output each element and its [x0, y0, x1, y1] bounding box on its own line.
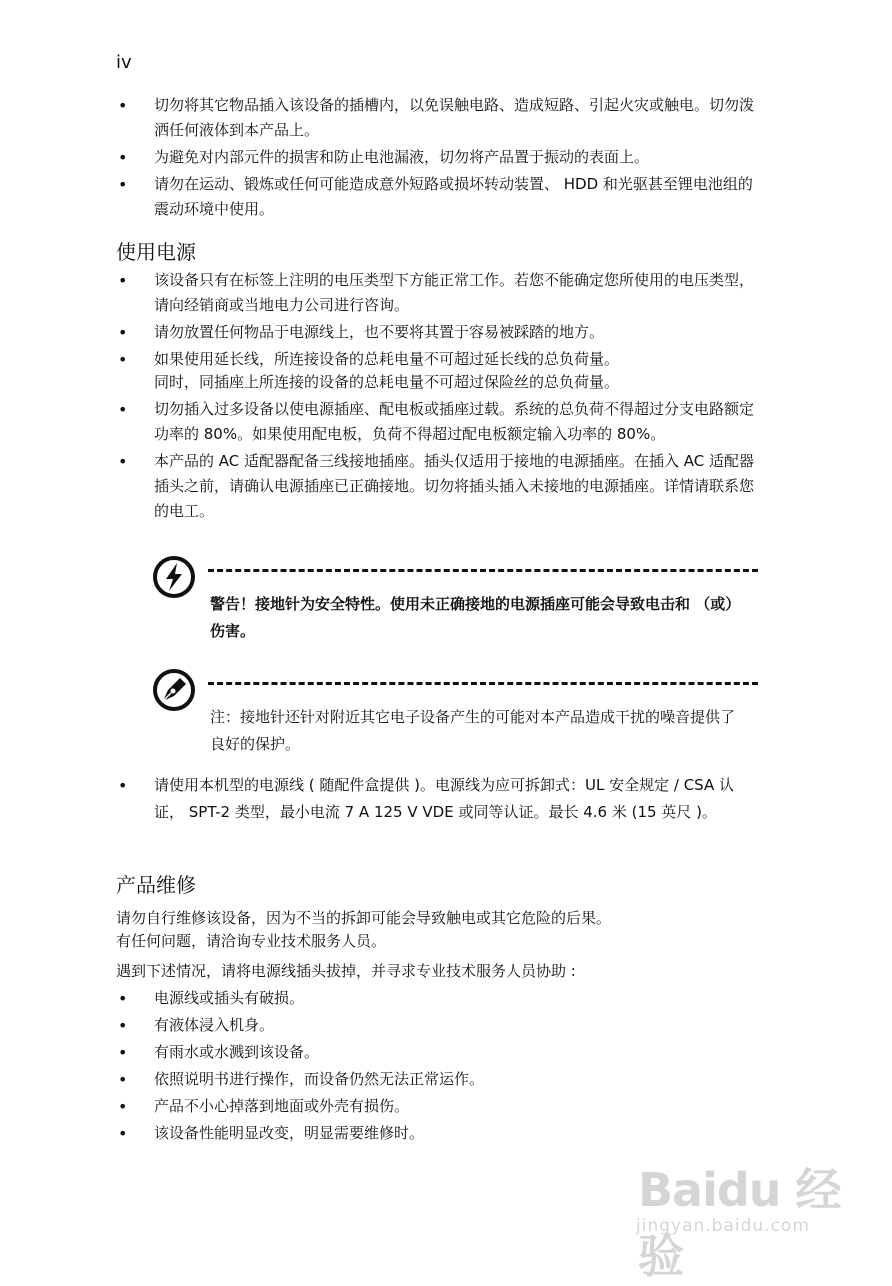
list-item: • 该设备只有在标签上注明的电压类型下方能正常工作。若您不能确定您所使用的电压类型，请向经销商或当地电力公司进行咨询。 — [116, 268, 756, 318]
list-item: • 如果使用延长线，所连接设备的总耗电量不可超过延长线的总负荷量。 — [116, 347, 756, 372]
watermark-url: jingyan.baidu.com — [636, 1216, 810, 1236]
section-heading-service: 产品维修 — [116, 873, 196, 897]
warning-callout — [152, 555, 758, 645]
service-paragraph: 请勿自行维修该设备，因为不当的拆卸可能会导致触电或其它危险的后果。 — [116, 909, 612, 927]
service-paragraph: 有任何问题，请洽询专业技术服务人员。 — [116, 932, 387, 950]
note-text: 注：接地针还针对附近其它电子设备产生的可能对本产品造成干扰的噪音提供了良好的保护。 — [210, 708, 736, 753]
list-item: • 有液体浸入机身。 — [116, 1013, 756, 1038]
service-paragraph: 遇到下述情况，请将电源线插头拔掉，并寻求专业技术服务人员协助 : — [116, 962, 576, 980]
section-heading-power: 使用电源 — [116, 240, 196, 264]
list-item: • 切勿插入过多设备以使电源插座、配电板或插座过载。系统的总负荷不得超过分支电路额定功率的 80%。如果使用配电板，负荷不得超过配电板额定输入功率的 80%。 — [116, 397, 756, 447]
list-item: • 切勿将其它物品插入该设备的插槽内，以免误触电路、造成短路、引起火灾或触电。切勿泼洒任何液体到本产品上。 — [116, 93, 756, 143]
list-item: • 产品不小心掉落到地面或外壳有损伤。 — [116, 1094, 756, 1119]
list-continuation: 同时，同插座上所连接的设备的总耗电量不可超过保险丝的总负荷量。 — [154, 373, 620, 391]
list-item: • 请勿在运动、锻炼或任何可能造成意外短路或损坏转动装置、 HDD 和光驱甚至锂电池组的震动环境中使用。 — [116, 172, 756, 222]
note-pen-icon — [152, 668, 196, 712]
list-item: • 依照说明书进行操作，而设备仍然无法正常运作。 — [116, 1067, 756, 1092]
note-callout — [152, 668, 758, 758]
page-number: iv — [116, 52, 132, 73]
watermark-logo: Baidu 经验 — [638, 1163, 841, 1283]
list-item: • 电源线或插头有破损。 — [116, 986, 756, 1011]
power-cord-list — [116, 772, 756, 828]
divider — [208, 682, 758, 685]
list-item: • 有雨水或水溅到该设备。 — [116, 1040, 756, 1065]
divider — [208, 569, 758, 572]
warning-text: 警告！接地针为安全特性。使用未正确接地的电源插座可能会导致电击和 （或）伤害。 — [210, 595, 733, 640]
list-item: • 本产品的 AC 适配器配备三线接地插座。插头仅适用于接地的电源插座。在插入 AC 适配器插头之前，请确认电源插座已正确接地。切勿将插头插入未接地的电源插座。详情请联系您的电工。 — [116, 449, 756, 524]
list-item: • 该设备性能明显改变，明显需要维修时。 — [116, 1121, 756, 1146]
list-item: • 请使用本机型的电源线 ( 随配件盒提供 )。电源线为应可拆卸式：UL 安全规定 / CSA 认证， SPT-2 类型，最小电流 7 A 125 V VDE 或同等认证。最长 4.6 米 (15 英尺 )。 — [116, 772, 756, 826]
list-item: • 为避免对内部元件的损害和防止电池漏液，切勿将产品置于振动的表面上。 — [116, 145, 756, 170]
service-bullet-list — [116, 986, 756, 1148]
power-bullet-list — [116, 268, 756, 526]
list-item: • 请勿放置任何物品于电源线上，也不要将其置于容易被踩踏的地方。 — [116, 320, 756, 345]
top-bullet-list — [116, 93, 756, 224]
warning-lightning-icon — [152, 555, 196, 599]
baidu-watermark — [608, 1150, 848, 1283]
